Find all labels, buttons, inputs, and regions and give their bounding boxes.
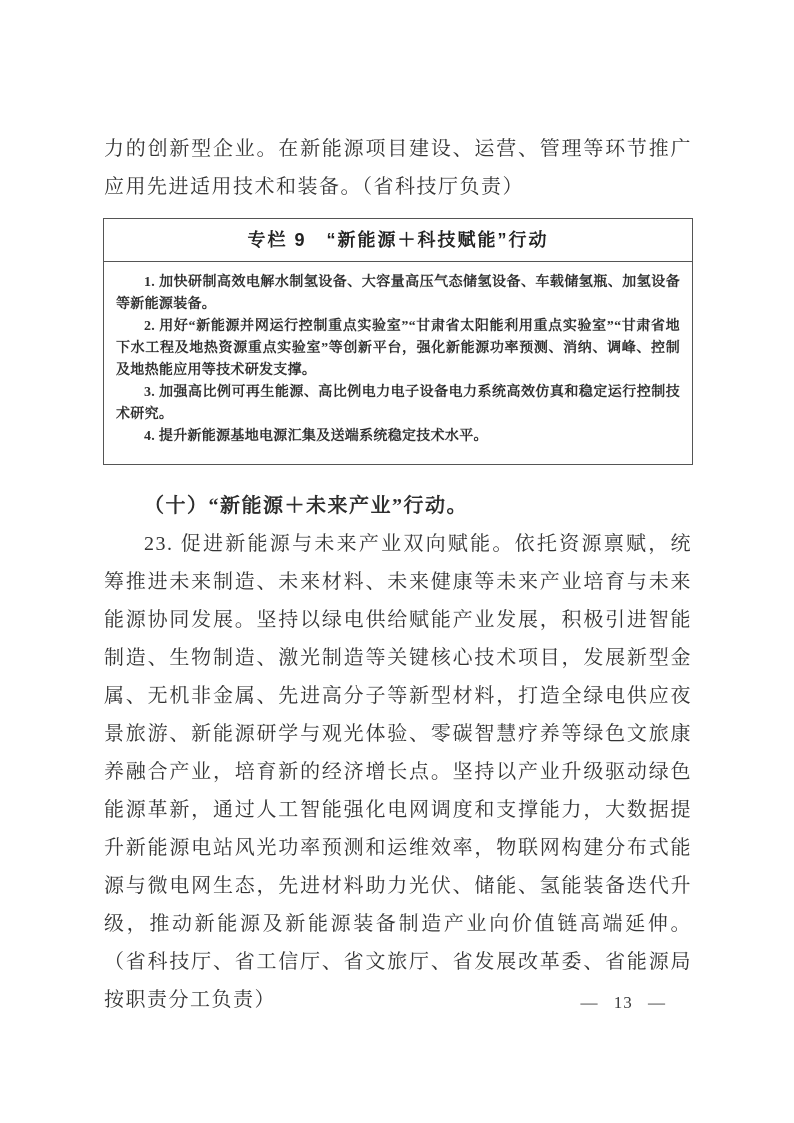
- callout-box-item: 3. 加强高比例可再生能源、高比例电力电子设备电力系统高效仿真和稳定运行控制技术研究。: [116, 385, 680, 422]
- callout-box-item: 2. 用好“新能源并网运行控制重点实验室”“甘肃省太阳能利用重点实验室”“甘肃省地下水工程及地热资源重点实验室”等创新平台，强化新能源功率预测、消纳、调峰、控制及地热能应用等技术研发支撑。: [116, 319, 680, 378]
- intro-paragraph: 力的创新型企业。在新能源项目建设、运营、管理等环节推广应用先进适用技术和装备。（省科技厅负责）: [104, 138, 692, 198]
- callout-box-body: [104, 262, 692, 464]
- callout-box-item: 1. 加快研制高效电解水制氢设备、大容量高压气态储氢设备、车载储氢瓶、加氢设备等新能源装备。: [116, 275, 680, 312]
- section-heading: （十）“新能源＋未来产业”行动。: [144, 495, 468, 517]
- section-block: [104, 487, 692, 1019]
- section-paragraph: 23. 促进新能源与未来产业双向赋能。依托资源禀赋，统筹推进未来制造、未来材料、未来健康等未来产业培育与未来能源协同发展。坚持以绿电供给赋能产业发展，积极引进智能制造、生物制造、激光制造等关键核心技术项目，发展新型金属、无机非金属、先进高分子等新型材料，打造全绿电供应夜景旅游、新能源研学与观光体验、零碳智慧疗养等绿色文旅康养融合产业，培育新的经济增长点。坚持以产业升级驱动绿色能源革新，通过人工智能强化电网调度和支撑能力，大数据提升新能源电站风光功率预测和运维效率，物联网构建分布式能源与微电网生态，先进材料助力光伏、储能、氢能装备迭代升级，推动新能源及新能源装备制造产业向价值链高端延伸。（省科技厅、省工信厅、省文旅厅、省发展改革委、省能源局按职责分工负责）: [104, 533, 692, 1011]
- page-number: — 13 —: [580, 993, 666, 1012]
- callout-box-title: 专栏 9 “新能源＋科技赋能”行动: [104, 219, 692, 262]
- callout-box: [103, 218, 693, 465]
- callout-box-item: 4. 提升新能源基地电源汇集及送端系统稳定技术水平。: [144, 429, 488, 444]
